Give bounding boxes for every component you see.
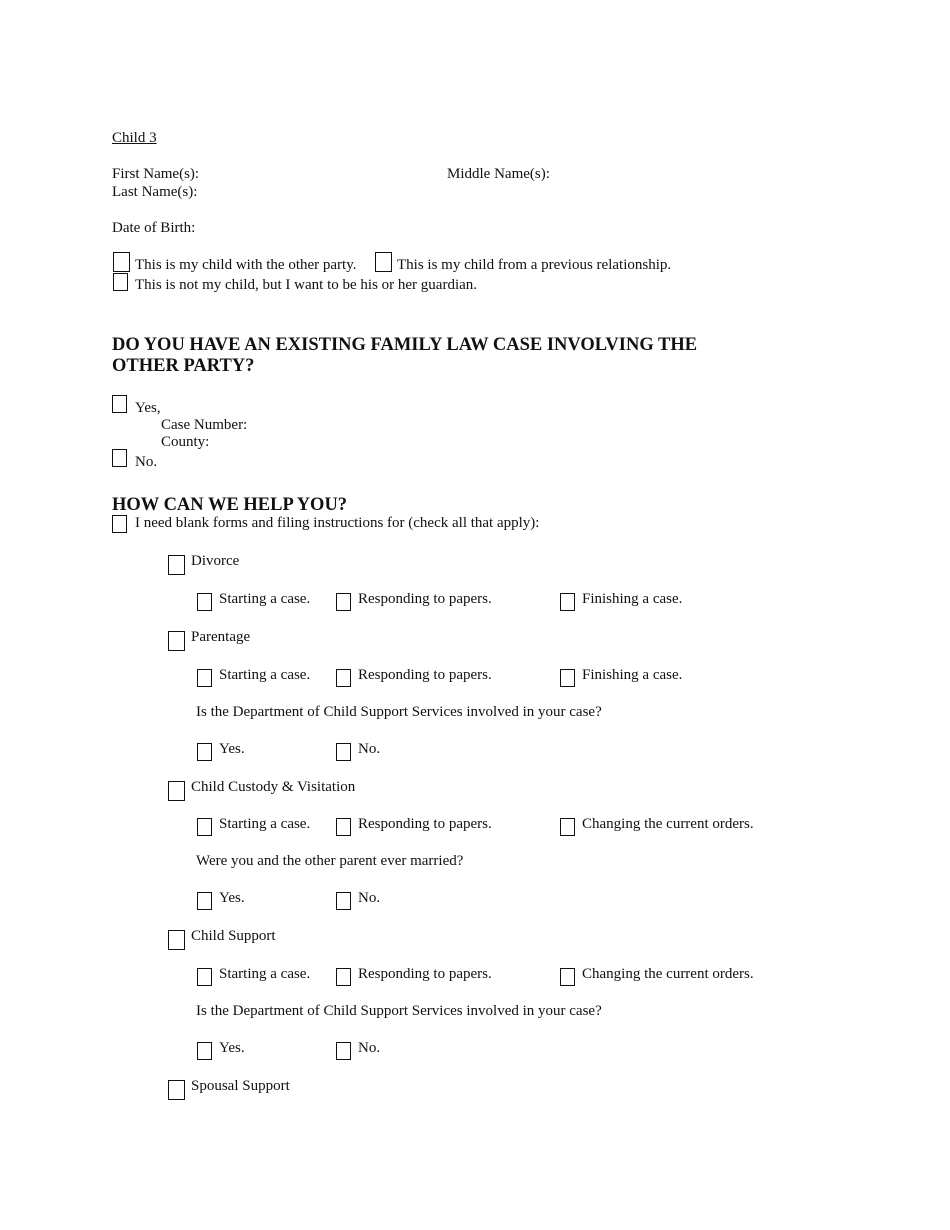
- existing-case-yes-checkbox[interactable]: [112, 395, 127, 413]
- divorce-starting-checkbox[interactable]: [197, 593, 212, 611]
- parentage-dcss-no-label: No.: [358, 741, 381, 757]
- divorce-checkbox[interactable]: [168, 555, 185, 575]
- child-support-dcss-no-label: No.: [358, 1040, 381, 1056]
- middle-name-label: Middle Name(s):: [447, 166, 550, 182]
- custody-married-yes-label: Yes.: [219, 890, 245, 906]
- child-support-dcss-yes-checkbox[interactable]: [197, 1042, 212, 1060]
- previous-relationship-checkbox[interactable]: [375, 252, 392, 272]
- divorce-responding-checkbox[interactable]: [336, 593, 351, 611]
- parentage-starting-label: Starting a case.: [219, 667, 311, 683]
- child-support-changing-checkbox[interactable]: [560, 968, 575, 986]
- custody-married-yes-checkbox[interactable]: [197, 892, 212, 910]
- child-support-label: Child Support: [191, 928, 276, 944]
- existing-case-heading-line2: OTHER PARTY?: [112, 356, 255, 376]
- existing-case-no-checkbox[interactable]: [112, 449, 127, 467]
- county-label: County:: [161, 434, 210, 450]
- divorce-finishing-checkbox[interactable]: [560, 593, 575, 611]
- child-support-dcss-no-checkbox[interactable]: [336, 1042, 351, 1060]
- custody-married-no-label: No.: [358, 890, 381, 906]
- blank-forms-checkbox[interactable]: [112, 515, 127, 533]
- custody-label: Child Custody & Visitation: [191, 779, 356, 795]
- parentage-dcss-no-checkbox[interactable]: [336, 743, 351, 761]
- custody-married-no-checkbox[interactable]: [336, 892, 351, 910]
- child-support-responding-checkbox[interactable]: [336, 968, 351, 986]
- with-other-party-label: This is my child with the other party.: [135, 257, 357, 273]
- dob-label: Date of Birth:: [112, 220, 196, 236]
- parentage-finishing-label: Finishing a case.: [582, 667, 683, 683]
- child-support-dcss-question: Is the Department of Child Support Services involved in your case?: [196, 1003, 602, 1019]
- spousal-support-checkbox[interactable]: [168, 1080, 185, 1100]
- existing-case-no-label: No.: [135, 454, 158, 470]
- child-support-responding-label: Responding to papers.: [358, 966, 492, 982]
- custody-changing-label: Changing the current orders.: [582, 816, 754, 832]
- custody-married-question: Were you and the other parent ever married?: [196, 853, 464, 869]
- parentage-label: Parentage: [191, 629, 251, 645]
- parentage-dcss-yes-label: Yes.: [219, 741, 245, 757]
- divorce-label: Divorce: [191, 553, 240, 569]
- child-support-checkbox[interactable]: [168, 930, 185, 950]
- custody-starting-checkbox[interactable]: [197, 818, 212, 836]
- custody-responding-checkbox[interactable]: [336, 818, 351, 836]
- divorce-responding-label: Responding to papers.: [358, 591, 492, 607]
- parentage-finishing-checkbox[interactable]: [560, 669, 575, 687]
- blank-forms-label: I need blank forms and filing instructions for (check all that apply):: [135, 515, 540, 531]
- custody-changing-checkbox[interactable]: [560, 818, 575, 836]
- custody-starting-label: Starting a case.: [219, 816, 311, 832]
- with-other-party-checkbox[interactable]: [113, 252, 130, 272]
- child-support-starting-label: Starting a case.: [219, 966, 311, 982]
- parentage-responding-label: Responding to papers.: [358, 667, 492, 683]
- divorce-starting-label: Starting a case.: [219, 591, 311, 607]
- previous-relationship-label: This is my child from a previous relationship.: [397, 257, 672, 273]
- spousal-support-label: Spousal Support: [191, 1078, 290, 1094]
- custody-checkbox[interactable]: [168, 781, 185, 801]
- parentage-dcss-yes-checkbox[interactable]: [197, 743, 212, 761]
- child-support-starting-checkbox[interactable]: [197, 968, 212, 986]
- case-number-label: Case Number:: [161, 417, 248, 433]
- existing-case-heading-line1: DO YOU HAVE AN EXISTING FAMILY LAW CASE INVOLVING THE: [112, 335, 698, 355]
- parentage-dcss-question: Is the Department of Child Support Services involved in your case?: [196, 704, 602, 720]
- custody-responding-label: Responding to papers.: [358, 816, 492, 832]
- parentage-responding-checkbox[interactable]: [336, 669, 351, 687]
- existing-case-yes-label: Yes,: [135, 400, 161, 416]
- first-name-label: First Name(s):: [112, 166, 200, 182]
- guardian-checkbox[interactable]: [113, 273, 128, 291]
- guardian-label: This is not my child, but I want to be his or her guardian.: [135, 277, 478, 293]
- parentage-checkbox[interactable]: [168, 631, 185, 651]
- child-support-changing-label: Changing the current orders.: [582, 966, 754, 982]
- help-heading: HOW CAN WE HELP YOU?: [112, 495, 348, 515]
- child-heading: Child 3: [112, 130, 157, 146]
- child-support-dcss-yes-label: Yes.: [219, 1040, 245, 1056]
- last-name-label: Last Name(s):: [112, 184, 198, 200]
- parentage-starting-checkbox[interactable]: [197, 669, 212, 687]
- divorce-finishing-label: Finishing a case.: [582, 591, 683, 607]
